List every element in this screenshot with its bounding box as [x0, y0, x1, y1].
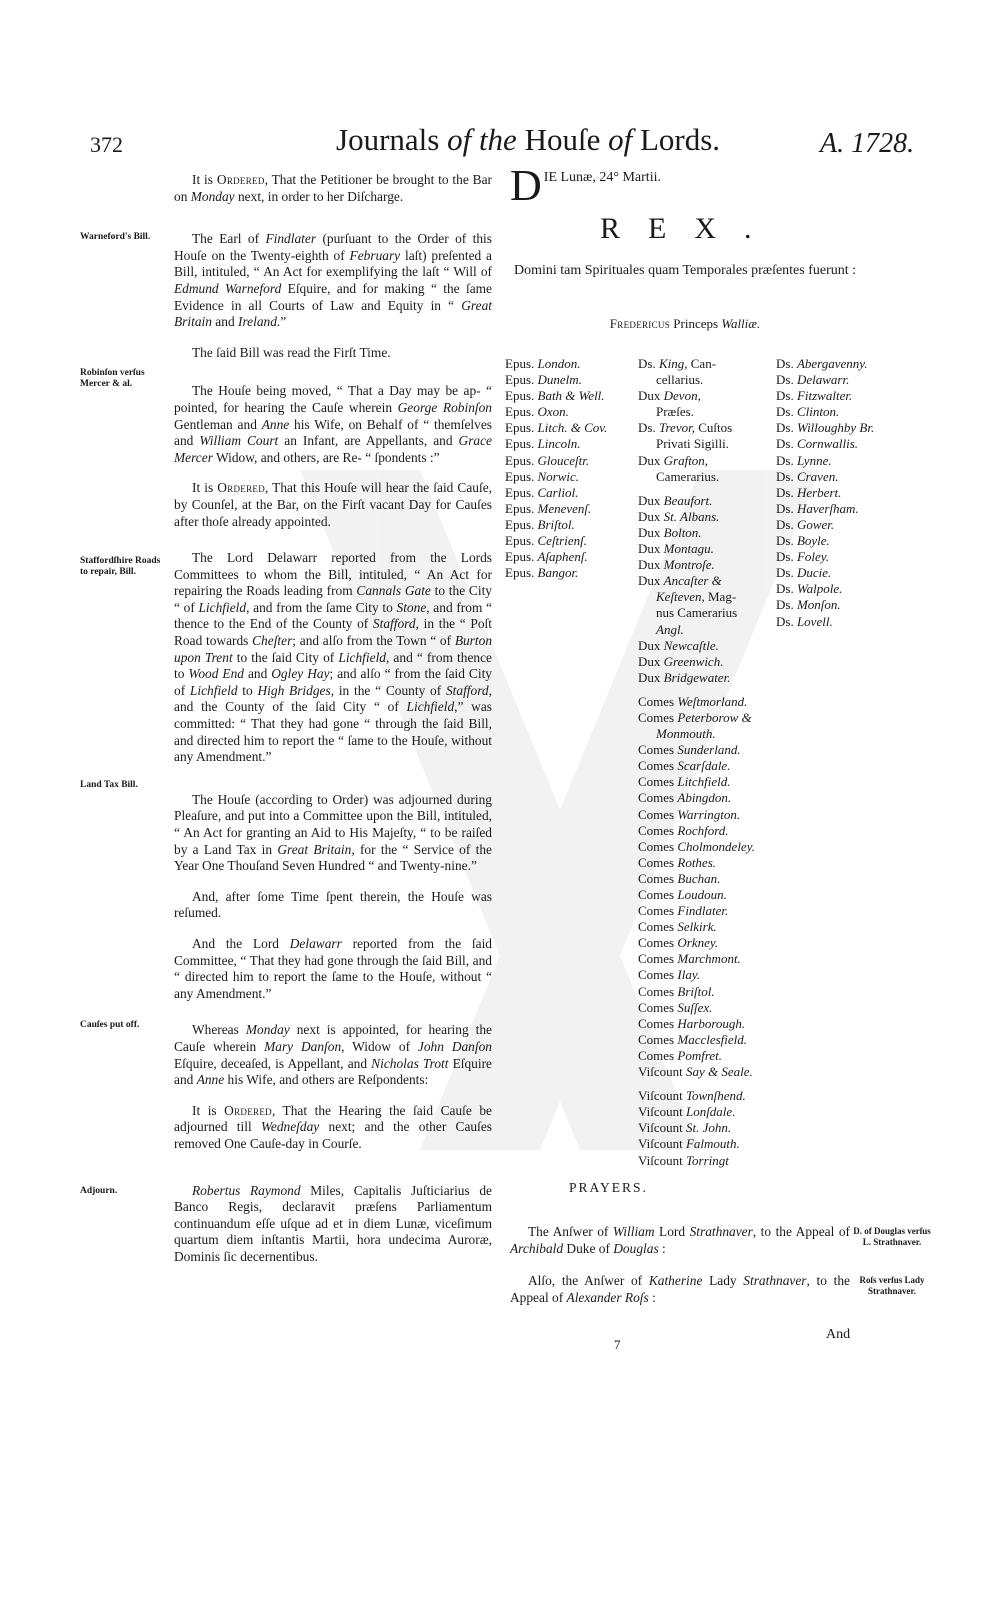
attendee-title: Epus.	[505, 372, 538, 388]
attendee-name: Walpole.	[796, 581, 843, 597]
attendee-name: Boyle.	[796, 533, 830, 549]
attendee-name: Suſſex.	[677, 999, 713, 1015]
attendee-title: Ds.	[776, 549, 797, 565]
attendee-line	[638, 372, 755, 388]
attendee-line	[776, 581, 874, 597]
attendee-name: Menevenſ.	[537, 500, 592, 516]
attendee-name: Warrington.	[677, 806, 741, 822]
attendee-name: Lynne.	[796, 452, 832, 468]
attendee-title: Viſcount	[638, 1064, 686, 1080]
attendee-line	[638, 742, 755, 758]
attendee-title: Ds.	[776, 388, 797, 404]
attendee-line	[638, 726, 755, 742]
attendee-line	[776, 420, 874, 436]
attendee-line	[505, 404, 607, 420]
attendee-name: Briſtol.	[677, 983, 715, 999]
attendee-line	[638, 509, 755, 525]
margin-note-adjourn: Adjourn.	[80, 1186, 118, 1196]
attendee-line	[638, 807, 755, 823]
attendee-name: Harborough.	[677, 1015, 746, 1031]
attendee-name: Findlater.	[677, 903, 729, 919]
attendee-line	[638, 855, 755, 871]
attendee-line	[638, 1032, 755, 1048]
margin-note-causes: Cauſes put off.	[80, 1020, 140, 1030]
attendee-line	[638, 557, 755, 573]
attendee-title: Comes	[638, 758, 678, 774]
attendee-title: Ds.	[776, 356, 797, 371]
attendee-office: Camerarius.	[656, 468, 720, 484]
bishops-list	[505, 356, 607, 581]
attendee-title: Epus.	[505, 500, 538, 516]
para-hearing-adjourned: It is Ordered, That the Hearing the ſaid Cauſe be adjourned till Wedneſday next; and the other Cauſes removed One Cauſe-day in Courſe.	[174, 1102, 492, 1151]
para-warneford-bill: The Earl of Findlater (purſuant to the Order of this Houſe on the Twenty-eighth of February laſt) preſented a Bill, intituled, “ An Act for exemplifying the laſt “ Will of Edmund Warneford Eſquire, and for making “ the ſame Evidence in all Courts of Law and Equity in “ Great Britain and Ireland.”	[174, 231, 492, 330]
attendee-line	[776, 597, 874, 613]
attendee-title: Ds.	[776, 516, 797, 532]
attendee-name: Abingdon.	[677, 790, 732, 806]
attendee-title: Epus.	[505, 356, 538, 371]
attendee-line	[638, 935, 755, 951]
para-hear-cause: It is Ordered, That this Houſe will hear the ſaid Cauſe, by Counſel, at the Bar, on the Firſt vacant Day for Cauſes after thoſe already appointed.	[174, 480, 493, 529]
attendee-title: Ds.	[776, 436, 797, 452]
attendee-line	[776, 453, 874, 469]
attendee-title: Ds.	[776, 613, 797, 629]
attendee-line	[638, 541, 755, 557]
attendee-title: Epus.	[505, 420, 538, 436]
attendee-line	[776, 388, 874, 404]
attendee-name: Devon,	[663, 388, 701, 404]
attendee-name: Oxon.	[537, 404, 569, 420]
attendee-line	[638, 758, 755, 774]
attendee-name: Orkney.	[677, 935, 719, 951]
attendee-office: cellarius.	[656, 372, 704, 388]
session-date: D IE Lunæ, 24° Martii.	[510, 161, 661, 210]
attendee-title: Comes	[638, 951, 678, 967]
journal-title: Journals of the Houſe of Lords.	[336, 122, 721, 157]
attendee-title: Epus.	[505, 452, 538, 468]
para-robinson-cause: The Houſe being moved, “ That a Day may be ap- “ pointed, for hearing the Cauſe wherein George Robinſon Gentleman and Anne his Wife, on Behalf of “ themſelves and William Court an Infant, are Appellants, and Grace Mercer Widow, and others, are Re- “ ſpondents :”	[174, 383, 493, 465]
attendee-name: Rothes.	[677, 854, 717, 870]
attendee-line	[638, 589, 755, 605]
attendee-line	[638, 436, 755, 452]
attendee-title: Ds.	[776, 533, 797, 549]
attendee-line	[638, 903, 755, 919]
attendee-title: Ds.	[776, 404, 797, 420]
attendee-line	[505, 372, 607, 388]
attendee-title: Comes	[638, 919, 678, 935]
attendee-line	[638, 1000, 755, 1016]
attendee-name: King,	[658, 356, 688, 371]
attendee-line	[638, 469, 755, 485]
attendee-name: Bolton.	[663, 524, 702, 540]
signature-mark: 7	[614, 1337, 621, 1352]
attendee-name: Rochford.	[677, 822, 729, 838]
attendee-name: Dunelm.	[537, 372, 582, 388]
barons-list	[776, 356, 874, 630]
attendee-title: Comes	[638, 903, 678, 919]
attendee-name: Montagu.	[663, 541, 714, 557]
attendee-name: Macclesfield.	[677, 1031, 748, 1047]
attendee-line	[638, 388, 755, 404]
attendee-title: Dux	[638, 557, 664, 573]
left-column	[174, 172, 492, 1279]
answer-lady-strathnaver: Alſo, the Anſwer of Katherine Lady Strathnaver, to the Appeal of Alexander Roſs :	[510, 1273, 851, 1305]
attendee-name: Greenwich.	[663, 653, 724, 669]
attendee-name: Craven.	[796, 468, 839, 484]
attendee-line	[505, 420, 607, 436]
attendee-name: Monſon.	[796, 597, 841, 613]
attendee-line	[505, 453, 607, 469]
attendee-line	[638, 919, 755, 935]
attendee-line	[638, 525, 755, 541]
attendee-name: Clinton.	[796, 404, 840, 420]
attendee-name: Grafton,	[663, 452, 709, 468]
attendee-title: Comes	[638, 1047, 678, 1063]
margin-note-landtax: Land Tax Bill.	[80, 780, 138, 790]
attendee-name: St. John.	[685, 1120, 732, 1136]
attendee-line	[505, 501, 607, 517]
catchword: And	[826, 1327, 851, 1342]
attendee-name: Abergavenny.	[796, 356, 868, 371]
attendee-line	[638, 573, 755, 589]
attendee-name: Ilay.	[677, 967, 701, 983]
para-house-resumed: And, after ſome Time ſpent therein, the Houſe was reſumed.	[174, 888, 492, 921]
attendee-title: Epus.	[505, 565, 538, 581]
attendee-line	[638, 420, 755, 436]
attendee-line	[505, 517, 607, 533]
attendee-name: Foley.	[796, 549, 830, 565]
attendee-name: Lonſdale.	[685, 1104, 736, 1120]
attendee-line	[638, 453, 755, 469]
attendee-title: Dux	[638, 388, 664, 404]
attendee-line	[638, 654, 755, 670]
attendee-title: Epus.	[505, 549, 538, 565]
attendee-title: Dux	[638, 573, 664, 589]
attendee-line	[505, 469, 607, 485]
attendee-name: Scarſdale.	[677, 758, 731, 774]
attendee-office: nus Camerarius	[656, 605, 738, 621]
attendee-title: Dux	[638, 637, 664, 653]
margin-note-ross: Roſs verſus Lady Strathnaver.	[859, 1275, 925, 1296]
attendee-line	[505, 356, 607, 372]
attendee-name: Trevor,	[658, 420, 695, 436]
attendee-title: Comes	[638, 983, 678, 999]
attendee-line	[638, 1048, 755, 1064]
attendee-title: Ds.	[776, 468, 797, 484]
attendee-office: Præſes.	[656, 404, 694, 420]
attendee-line	[505, 549, 607, 565]
attendee-title: Comes	[638, 967, 678, 983]
attendee-line	[638, 1153, 755, 1169]
attendee-name: Haverſham.	[796, 500, 859, 516]
attendee-name: Gower.	[796, 516, 835, 532]
prince-of-wales: Fredericus Princeps Walliæ.	[609, 316, 761, 331]
attendee-title: Dux	[638, 541, 664, 557]
attendee-name: Angl.	[656, 621, 684, 637]
attendee-title: Comes	[638, 887, 678, 902]
para-adjournment: Robertus Raymond Miles, Capitalis Juſticiarius de Banco Regis, declaravit præſens Parliamentum continuandum eſſe uſque ad et in diem Lunæ, viceſimum quartum diem inſtantis Martii, hora undecima Auroræ, Dominis ſic decernentibus.	[174, 1182, 492, 1264]
attendee-name: Cornwallis.	[796, 436, 858, 452]
attendee-name: Peterborow &	[677, 709, 752, 725]
para-stafford-roads: The Lord Delawarr reported from the Lords Committees to whom the Bill, intituled, “ An Act for repairing the Roads leading from Cannals Gate to the City “ of Lichfield, and from the ſame City to Stone, and from “ thence to the End of the County of Stafford, in the “ Poſt Road towards Cheſter; and alſo from the Town “ of Burton upon Trent to the ſaid City of Lichfield, and “ from thence to Wood End and Ogley Hay; and alſo “ from the ſaid City of Lichfield to High Bridges, in the “ County of Stafford, and the County of the ſaid City “ of Lichfield,” was committed: “ That they had gone “ through the ſaid Bill, and directed him to report the “ ſame to the Houſe, without any Amendment.”	[174, 550, 493, 765]
attendee-name: London.	[537, 356, 581, 371]
attendee-line	[505, 565, 607, 581]
attendee-title: Viſcount	[638, 1088, 686, 1104]
attendee-line	[638, 871, 755, 887]
attendee-title: Ds.	[776, 581, 797, 597]
attendee-name: Ducie.	[796, 565, 832, 581]
attendee-name: Carliol.	[537, 484, 579, 500]
rex-heading: REX.	[600, 212, 780, 245]
attendee-line	[776, 501, 874, 517]
attendee-line	[776, 404, 874, 420]
attendee-line	[505, 388, 607, 404]
para-delawarr-report: And the Lord Delawarr reported from the ſaid Committee, “ That they had gone through the ſaid Bill, and “ directed him to report the ſame to the Houſe, without “ any Amendment.”	[174, 935, 492, 1001]
year: A. 1728.	[820, 128, 915, 159]
attendee-title: Comes	[638, 790, 678, 806]
attendee-line	[776, 614, 874, 630]
attendee-title: Comes	[638, 822, 678, 838]
attendee-title: Comes	[638, 1015, 678, 1031]
attendee-line	[638, 951, 755, 967]
attendee-title: Dux	[638, 669, 664, 685]
attendee-title: Comes	[638, 806, 678, 822]
attendee-title: Dux	[638, 452, 664, 468]
attendee-title: Comes	[638, 693, 678, 709]
answer-strathnaver: The Anſwer of William Lord Strathnaver, to the Appeal of Archibald Duke of Douglas :	[510, 1224, 850, 1256]
attendee-title: Comes	[638, 854, 678, 870]
attendee-name: St. Albans.	[663, 508, 720, 524]
attendee-line	[638, 605, 755, 621]
attendee-line	[638, 1064, 755, 1080]
attendee-title: Viſcount	[638, 1104, 686, 1120]
attendee-office: Mag-	[704, 589, 737, 605]
attendee-name: Loudoun.	[677, 887, 727, 902]
attendee-title: Comes	[638, 742, 678, 758]
attendee-title: Dux	[638, 492, 664, 508]
attendee-title: Ds.	[776, 484, 797, 500]
attendee-title: Viſcount	[638, 1120, 686, 1136]
margin-note-douglas: D. of Douglas verſus L. Strathnaver.	[853, 1226, 931, 1247]
attendee-title: Epus.	[505, 533, 538, 549]
attendee-title: Dux	[638, 508, 664, 524]
attendee-name: Weſtmorland.	[677, 693, 748, 709]
attendee-title: Comes	[638, 870, 678, 886]
attendee-line	[638, 967, 755, 983]
attendee-title: Ds.	[638, 356, 659, 371]
attendee-line	[638, 1136, 755, 1152]
attendee-line	[776, 436, 874, 452]
attendee-name: Bath & Well.	[537, 388, 605, 404]
attendee-line	[638, 823, 755, 839]
attendee-name: Falmouth.	[685, 1136, 740, 1152]
attendee-name: Bangor.	[537, 565, 579, 581]
attendee-title: Ds.	[776, 597, 797, 613]
attendee-name: Montroſe.	[663, 557, 715, 573]
prayers-heading: PRAYERS.	[569, 1180, 648, 1195]
attendee-title: Epus.	[505, 516, 538, 532]
attendee-title: Comes	[638, 999, 678, 1015]
attendee-line	[638, 356, 755, 372]
attendee-title: Comes	[638, 935, 678, 951]
attendee-line	[505, 533, 607, 549]
attendee-line	[776, 533, 874, 549]
margin-note-robinson: Robinſon verſus Mercer & al.	[80, 368, 145, 389]
attendee-line	[638, 839, 755, 855]
attendee-line	[638, 1088, 755, 1104]
attendee-line	[776, 549, 874, 565]
attendee-title: Comes	[638, 774, 678, 790]
attendee-title: Comes	[638, 838, 678, 854]
page-number: 372	[90, 132, 123, 157]
attendee-title: Viſcount	[638, 1152, 686, 1168]
attendee-line	[776, 469, 874, 485]
attendee-title: Viſcount	[638, 1136, 686, 1152]
attendee-name: Glouceſtr.	[537, 452, 590, 468]
attendee-name: Say & Seale.	[685, 1064, 753, 1080]
attendee-line	[776, 356, 874, 372]
attendee-line	[638, 774, 755, 790]
attendee-name: Sunderland.	[677, 742, 741, 758]
margin-note-warneford: Warneford's Bill.	[80, 232, 151, 242]
para-first-reading: The ſaid Bill was read the Firſt Time.	[192, 344, 391, 360]
attendee-name: Aſaphenſ.	[537, 549, 588, 565]
attendee-name: Herbert.	[796, 484, 842, 500]
attendee-line	[776, 565, 874, 581]
attendee-name: Fitzwalter.	[796, 388, 853, 404]
attendee-title: Ds.	[776, 565, 797, 581]
attendee-name: Willoughby Br.	[796, 420, 875, 436]
attendee-title: Ds.	[776, 500, 797, 516]
attendee-name: Marchmont.	[677, 951, 741, 967]
attendee-office: Privati Sigilli.	[656, 436, 729, 452]
attendee-line	[776, 517, 874, 533]
attendance-heading: Domini tam Spirituales quam Temporales præſentes fuerunt :	[513, 263, 857, 278]
attendee-name: Norwic.	[537, 468, 580, 484]
attendee-name: Keſteven,	[656, 589, 705, 605]
attendee-line	[638, 670, 755, 686]
attendee-title: Epus.	[505, 468, 538, 484]
attendee-name: Townſhend.	[685, 1088, 746, 1104]
attendee-title: Ds.	[776, 420, 797, 436]
para-land-tax: The Houſe (according to Order) was adjourned during Pleaſure, and put into a Committee upon the Bill, intituled, “ An Act for granting an Aid to His Majeſty, “ to be raiſed by a Land Tax in Great Britain, for the “ Service of the Year One Thouſand Seven Hundred “ and Twenty-nine.”	[174, 791, 492, 874]
attendee-line	[638, 984, 755, 1000]
attendee-line	[776, 372, 874, 388]
attendee-title: Ds.	[776, 452, 797, 468]
attendee-title: Epus.	[505, 388, 538, 404]
attendee-name: Lincoln.	[537, 436, 581, 452]
attendee-name: Buchan.	[677, 870, 721, 886]
attendee-name: Briſtol.	[537, 516, 575, 532]
attendee-line	[638, 1104, 755, 1120]
attendee-line	[638, 887, 755, 903]
attendee-name: Litch. & Cov.	[537, 420, 608, 436]
attendee-name: Ancaſter &	[663, 573, 722, 589]
attendee-title: Epus.	[505, 404, 538, 420]
attendee-name: Selkirk.	[677, 919, 717, 935]
attendee-name: Beaufort.	[663, 492, 713, 508]
attendee-title: Epus.	[505, 484, 538, 500]
para-danson-cause: Whereas Monday next is appointed, for hearing the Cauſe wherein Mary Danſon, Widow of John Danſon Eſquire, deceaſed, is Appellant, and Nicholas Trott Eſquire and Anne his Wife, and others are Reſpondents:	[174, 1022, 492, 1088]
attendee-name: Delawarr.	[796, 372, 850, 388]
attendee-name: Litchfield.	[677, 774, 731, 790]
attendee-line	[638, 493, 755, 509]
attendee-name: Pomfret.	[677, 1047, 723, 1063]
attendee-name: Monmouth.	[656, 726, 716, 742]
attendee-office: Can-	[687, 356, 717, 371]
attendee-line	[638, 694, 755, 710]
attendee-line	[638, 622, 755, 638]
attendee-title: Epus.	[505, 436, 538, 452]
dukes-earls-list	[638, 356, 755, 1169]
attendee-title: Ds.	[638, 420, 659, 436]
attendee-title: Ds.	[776, 372, 797, 388]
attendee-line	[638, 1016, 755, 1032]
para-petitioner: It is Ordered, That the Petitioner be brought to the Bar on Monday next, in order to her Diſcharge.	[174, 172, 492, 204]
attendee-name: Bridgewater.	[663, 669, 731, 685]
attendee-line	[638, 1120, 755, 1136]
attendee-name: Newcaſtle.	[663, 637, 719, 653]
attendee-line	[638, 790, 755, 806]
attendee-title: Dux	[638, 524, 664, 540]
attendee-title: Dux	[638, 653, 664, 669]
margin-note-stafford: Staffordſhire Roads to repair, Bill.	[80, 556, 161, 577]
attendee-line	[505, 436, 607, 452]
attendee-name: Ceſtrienſ.	[537, 533, 587, 549]
attendee-line	[505, 485, 607, 501]
attendee-line	[776, 485, 874, 501]
attendee-line	[638, 638, 755, 654]
attendee-name: Torringt	[685, 1152, 729, 1168]
attendee-line	[638, 404, 755, 420]
attendee-name: Cholmondeley.	[677, 838, 756, 854]
attendee-title: Comes	[638, 1031, 678, 1047]
attendee-name: Lovell.	[796, 613, 833, 629]
attendee-office: Cuſtos	[694, 420, 733, 436]
attendee-title: Comes	[638, 709, 678, 725]
attendee-line	[638, 710, 755, 726]
